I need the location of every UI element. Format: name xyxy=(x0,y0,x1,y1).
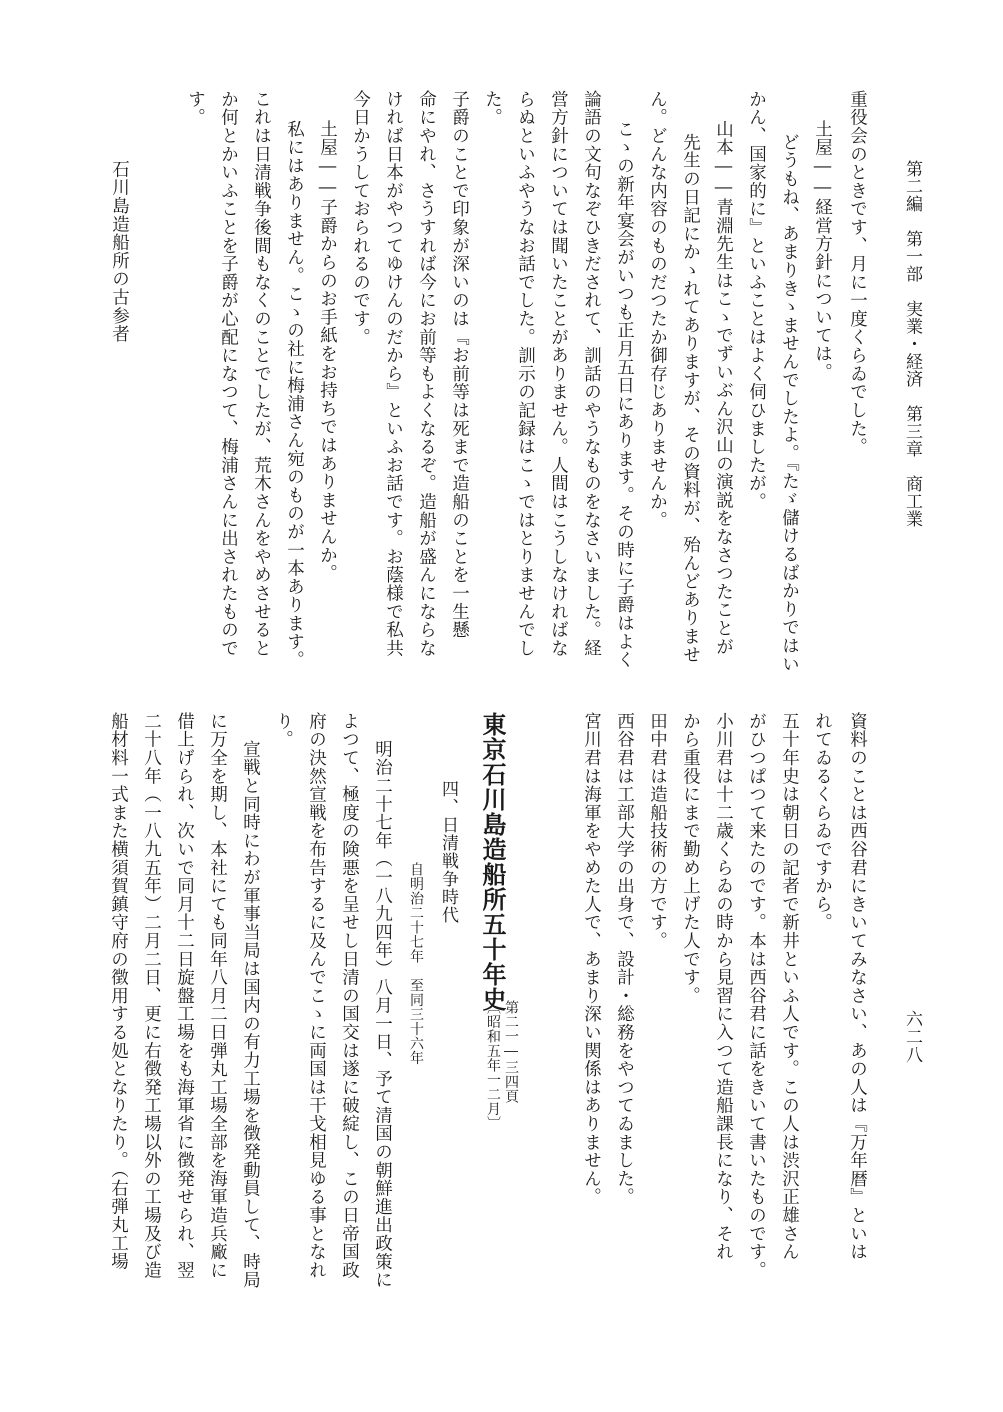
text-line: り。 xyxy=(273,712,294,749)
text-line: 子爵のことで印象が深いのは『お前等は死まで造船のことを一生懸 xyxy=(449,90,470,639)
text-line: 明治二十七年（一八九四年）八月一日、予て清国の朝鮮進出政策に xyxy=(372,740,393,1289)
text-line: 借上げられ、次いで同月十二日旋盤工場をも海軍省に徴発せられ、翌 xyxy=(174,712,195,1280)
text-line: 論語の文句なぞひきだされて、訓話のやうなものをなさいました。経 xyxy=(581,90,602,658)
text-line: 土屋――経営方針については。 xyxy=(812,120,833,382)
text-line: 先生の日記にかゝれてありますが、その資料が、殆んどありませ xyxy=(680,133,701,664)
text-line: す。 xyxy=(185,90,206,127)
text-line: ん。どんな内容のものだつたか御存じありませんか。 xyxy=(647,90,668,530)
text-line: らぬといふやうなお話でした。訓示の記録はこゝではとりませんでし xyxy=(515,90,536,658)
text-line: かん、国家的に』といふことはよく伺ひましたが。 xyxy=(746,90,767,511)
text-line: 田中君は造船技術の方です。 xyxy=(647,712,668,950)
text-line: 重役会のときです、月に一度くらゐでした。 xyxy=(847,90,868,456)
text-line: た。 xyxy=(482,90,503,127)
text-line: 西谷君は工部大学の出身で、設計・総務をやつてゐました。 xyxy=(614,712,635,1207)
text-line: 命にやれ、さうすれば今にお前等もよくなるぞ。造船が盛んにならな xyxy=(416,90,437,658)
text-line: 二十八年（一八九五年）二月二日、更に右徴発工場以外の工場及び造 xyxy=(141,712,162,1280)
text-line: 山本――青淵先生はこゝでずいぶん沢山の演説をなさつたことが xyxy=(713,120,734,656)
running-title: 第二編 第一部 実業・経済 第三章 商工業 xyxy=(902,160,922,528)
section-heading: 四、日清戦争時代 xyxy=(438,780,458,924)
source-title: 東京石川島造船所五十年史 xyxy=(478,712,507,1012)
text-line: こゝの新年宴会がいつも正月五日にあります。その時に子爵はよく xyxy=(614,120,635,669)
text-line: 五十年史は朝日の記者で新井といふ人です。この人は渋沢正雄さん xyxy=(779,712,800,1261)
text-line: どうもね、あまりきゝませんでしたよ。『たゞ儲けるばかりではい xyxy=(779,133,800,674)
text-line: 宣戦と同時にわが軍事当局は国内の有力工場を徴発動員して、時局 xyxy=(240,740,261,1289)
text-line: 府の決然宣戦を布告するに及んでこゝに両国は干戈相見ゆる事となれ xyxy=(306,712,327,1280)
source-note: 〔昭和五年一二月〕 xyxy=(485,1000,501,1131)
text-line: か何とかいふことを子爵が心配になつて、梅浦さんに出されたもので xyxy=(218,90,239,658)
text-line: から重役にまで勤め上げた人です。 xyxy=(680,712,701,1005)
text-line: 小川君は十二歳くらゐの時から見習に入つて造船課長になり、それ xyxy=(713,712,734,1261)
text-line: 土屋――子爵からのお手紙をお持ちではありませんか。 xyxy=(317,120,338,583)
text-line: に万全を期し、本社にても同年八月二日弾丸工場全部を海軍造兵廠に xyxy=(207,712,228,1280)
text-line: 今日かうしておられるのです。 xyxy=(350,90,371,347)
text-line: 宮川君は海軍をやめた人で、あまり深い関係はありません。 xyxy=(581,712,602,1207)
period-note: 自明治二十七年 至同三十六年 xyxy=(408,862,424,1065)
text-line: 船材料一式また横須賀鎮守府の徴用する処となりたり。（右弾丸工場 xyxy=(108,712,129,1271)
page-number: 六二八 xyxy=(902,1010,922,1064)
text-line: ければ日本がやつてゆけんのだから』といふお話です。お蔭様で私共 xyxy=(383,90,404,658)
attribution: 石川島造船所の古参者 xyxy=(109,160,130,343)
text-line: れてゐるくらゐですから。 xyxy=(812,712,833,932)
source-note: 第二一―三四頁 xyxy=(503,1000,519,1104)
text-line: これは日清戦争後間もなくのことでしたが、荒木さんをやめさせると xyxy=(251,90,272,658)
text-line: がひつぱつて来たのです。本は西谷君に話をきいて書いたものです。 xyxy=(746,712,767,1280)
text-line: 資料のことは西谷君にきいてみなさい、あの人は『万年暦』といは xyxy=(847,712,868,1261)
text-line: よつて、極度の険悪を呈せし日清の国交は遂に破綻し、この日帝国政 xyxy=(339,712,360,1280)
text-line: 営方針については聞いたことがありません。人間はこうしなければな xyxy=(548,90,569,658)
text-line: 私にはありません。こゝの社に梅浦さん宛のものが一本あります。 xyxy=(284,120,305,669)
